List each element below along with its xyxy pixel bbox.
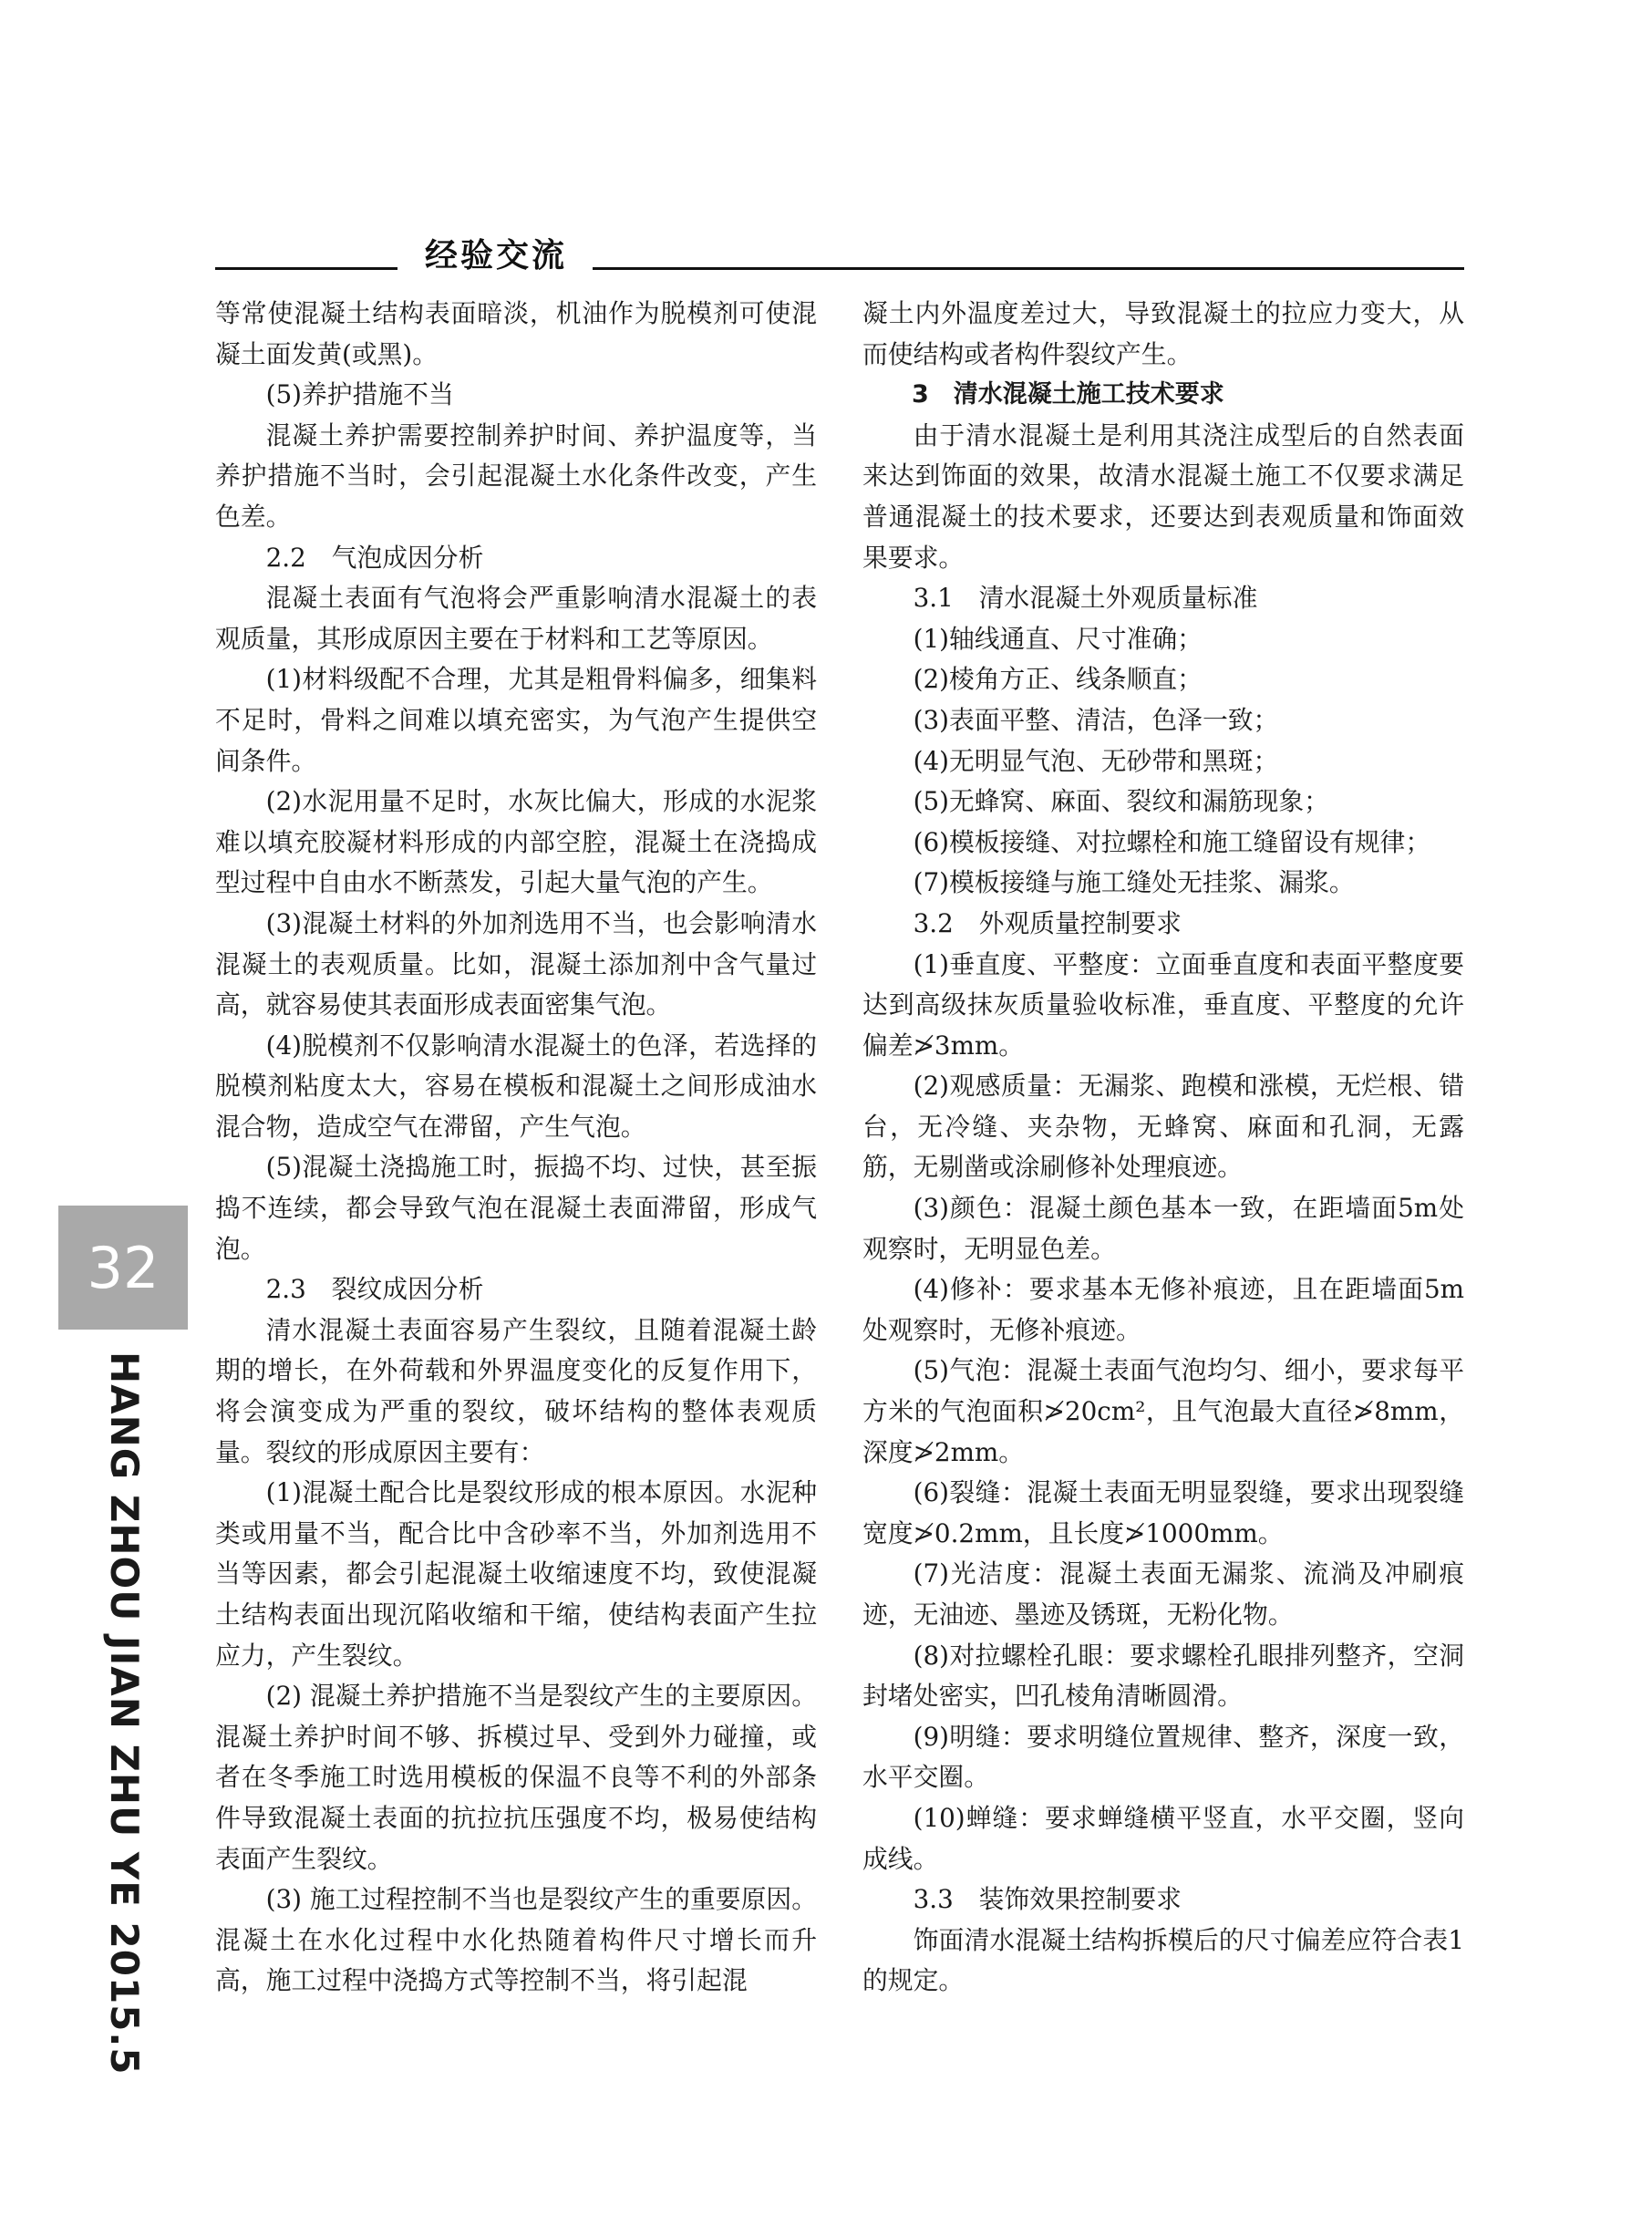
paragraph: (5)气泡：混凝土表面气泡均匀、细小，要求每平方米的气泡面积≯20cm²，且气泡最大直径≯8mm，深度≯2mm。 [862, 1355, 1464, 1467]
section-heading: 2.2 气泡成因分析 [265, 542, 484, 573]
paragraph: (2)水泥用量不足时，水灰比偏大，形成的水泥浆难以填充胶凝材料形成的内部空腔，混凝土在浇捣成型过程中自由水不断蒸发，引起大量气泡的产生。 [215, 786, 817, 898]
right-column [862, 294, 1464, 2002]
continued-paragraph: 凝土内外温度差过大，导致混凝土的拉应力变大，从而使结构或者构件裂纹产生。 [862, 298, 1464, 369]
paragraph: (2)观感质量：无漏浆、跑模和涨模，无烂根、错台，无冷缝、夹杂物，无蜂窝、麻面和孔洞，无露筋，无剔凿或涂刷修补处理痕迹。 [862, 1071, 1464, 1183]
paragraph: (4)无明显气泡、无砂带和黑斑； [913, 745, 1279, 776]
section-heading: 3.3 装饰效果控制要求 [913, 1884, 1182, 1915]
journal-running-title: HANG ZHOU JIAN ZHU YE 2015.5 [102, 1351, 147, 2076]
paragraph: 由于清水混凝土是利用其浇注成型后的自然表面来达到饰面的效果，故清水混凝土施工不仅要求满足普通混凝土的技术要求，还要达到表观质量和饰面效果要求。 [862, 419, 1464, 573]
paragraph: (2)棱角方正、线条顺直； [913, 664, 1203, 695]
paragraph: 清水混凝土表面容易产生裂纹，且随着混凝土龄期的增长，在外荷载和外界温度变化的反复作用下，将会演变成为严重的裂纹，破坏结构的整体表观质量。裂纹的形成原因主要有： [215, 1314, 817, 1467]
paragraph: (1)垂直度、平整度：立面垂直度和表面平整度要达到高级抹灰质量验收标准，垂直度、平整度的允许偏差≯3mm。 [862, 948, 1464, 1061]
section-heading: 3 清水混凝土施工技术要求 [912, 380, 1224, 409]
paragraph: (5)混凝土浇捣施工时，振捣不均、过快，甚至振捣不连续，都会导致气泡在混凝土表面滞留，形成气泡。 [215, 1152, 817, 1264]
paragraph: 饰面清水混凝土结构拆模后的尺寸偏差应符合表1的规定。 [862, 1924, 1464, 1996]
section-heading: 2.3 裂纹成因分析 [265, 1274, 484, 1305]
header-rule-left [215, 267, 398, 270]
paragraph: (3)混凝土材料的外加剂选用不当，也会影响清水混凝土的表观质量。比如，混凝土添加剂中含气量过高，就容易使其表面形成表面密集气泡。 [215, 907, 817, 1020]
section-heading: 3.1 清水混凝土外观质量标准 [913, 583, 1258, 614]
paragraph: (7)模板接缝与施工缝处无挂浆、漏浆。 [913, 867, 1355, 898]
paragraph: (6)模板接缝、对拉螺栓和施工缝留设有规律； [913, 826, 1431, 857]
paragraph: (1)轴线通直、尺寸准确； [913, 623, 1203, 654]
left-column [215, 294, 817, 2002]
paragraph: (3)表面平整、清洁，色泽一致； [913, 704, 1279, 735]
paragraph: (6)裂缝：混凝土表面无明显裂缝，要求出现裂缝宽度≯0.2mm，且长度≯1000mm。 [862, 1477, 1464, 1548]
paragraph: (1)材料级配不合理，尤其是粗骨料偏多，细集料不足时，骨料之间难以填充密实，为气泡产生提供空间条件。 [215, 664, 817, 776]
paragraph: (4)修补：要求基本无修补痕迹，且在距墙面5m处观察时，无修补痕迹。 [862, 1274, 1464, 1345]
paragraph: (7)光洁度：混凝土表面无漏浆、流淌及冲刷痕迹，无油迹、墨迹及锈斑，无粉化物。 [862, 1558, 1464, 1630]
paragraph: (4)脱模剂不仅影响清水混凝土的色泽，若选择的脱模剂粘度太大，容易在模板和混凝土之间形成油水混合物，造成空气在滞留，产生气泡。 [215, 1030, 817, 1142]
section-heading: (5)养护措施不当 [265, 379, 454, 410]
paragraph: (10)蝉缝：要求蝉缝横平竖直，水平交圈，竖向成线。 [862, 1802, 1464, 1874]
page-number: 32 [58, 1206, 188, 1330]
section-heading: 3.2 外观质量控制要求 [913, 907, 1182, 938]
paragraph: (1)混凝土配合比是裂纹形成的根本原因。水泥种类或用量不当，配合比中含砂率不当，外加剂选用不当等因素，都会引起混凝土收缩速度不均，致使混凝土结构表面出现沉陷收缩和干缩，使结构表面产生拉应力，产生裂纹。 [215, 1477, 817, 1671]
paragraph: (3) 施工过程控制不当也是裂纹产生的重要原因。混凝土在水化过程中水化热随着构件尺寸增长而升高，施工过程中浇捣方式等控制不当，将引起混 [215, 1884, 817, 1996]
paragraph: (5)无蜂窝、麻面、裂纹和漏筋现象； [913, 786, 1329, 817]
paragraph: (9)明缝：要求明缝位置规律、整齐，深度一致，水平交圈。 [862, 1721, 1464, 1793]
paragraph: (2) 混凝土养护措施不当是裂纹产生的主要原因。混凝土养护时间不够、拆模过早、受到外力碰撞，或者在冬季施工时选用模板的保温不良等不利的外部条件导致混凝土表面的抗拉抗压强度不均，极易使结构表面产生裂纹。 [215, 1681, 817, 1874]
paragraph: 混凝土养护需要控制养护时间、养护温度等，当养护措施不当时，会引起混凝土水化条件改变，产生色差。 [215, 419, 817, 532]
header-rule-right [593, 267, 1464, 270]
paragraph: (3)颜色：混凝土颜色基本一致，在距墙面5m处观察时，无明显色差。 [862, 1193, 1464, 1264]
paragraph: (8)对拉螺栓孔眼：要求螺栓孔眼排列整齐，空洞封堵处密实，凹孔棱角清晰圆滑。 [862, 1640, 1464, 1712]
continued-paragraph: 等常使混凝土结构表面暗淡，机油作为脱模剂可使混凝土面发黄(或黑)。 [215, 298, 817, 369]
paragraph: 混凝土表面有气泡将会严重影响清水混凝土的表观质量，其形成原因主要在于材料和工艺等原因。 [215, 583, 817, 654]
section-title: 经验交流 [425, 237, 568, 274]
